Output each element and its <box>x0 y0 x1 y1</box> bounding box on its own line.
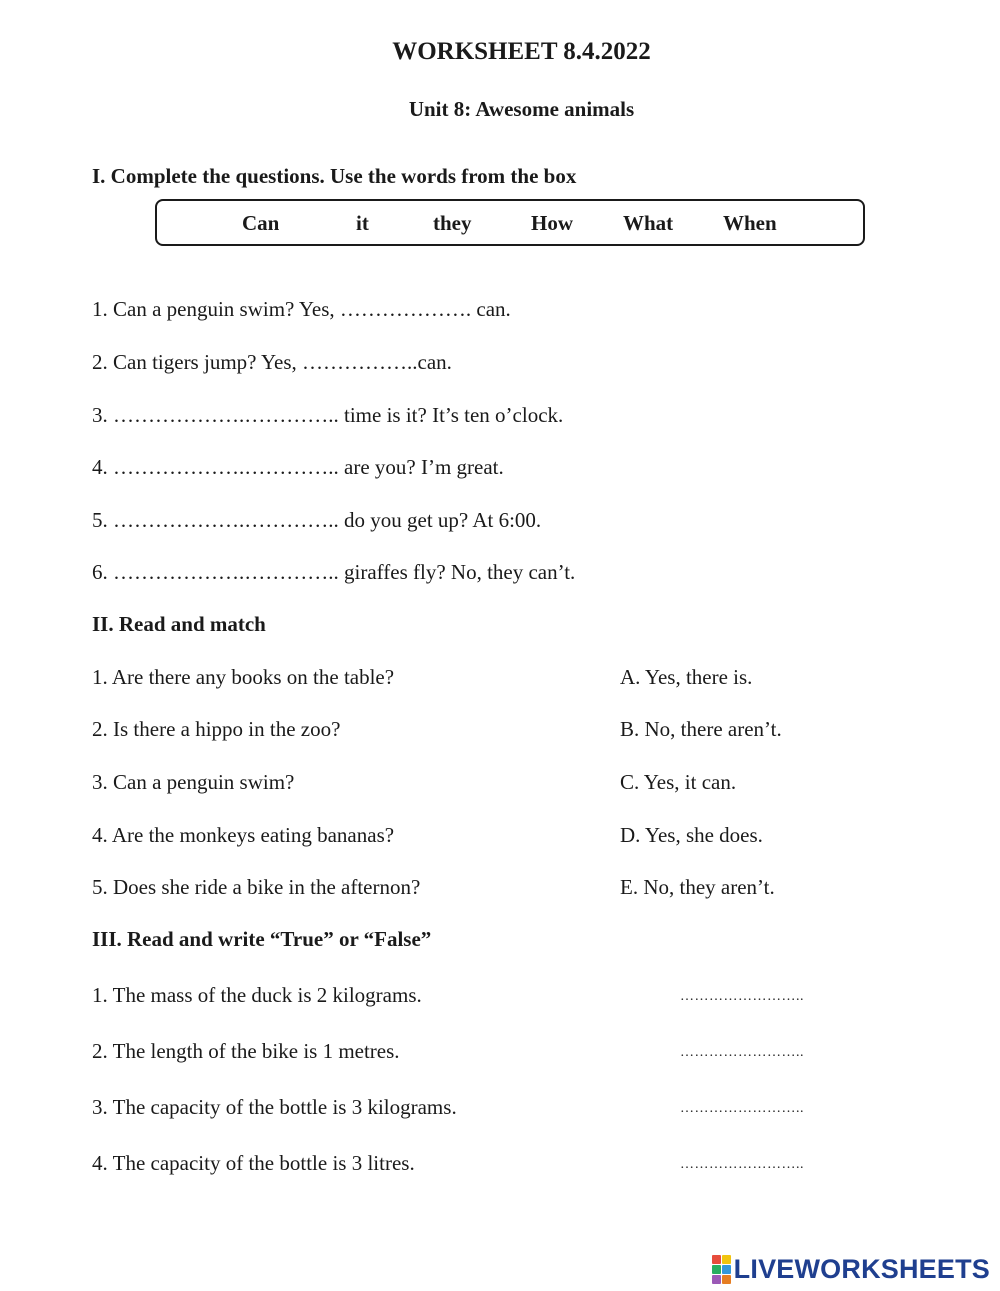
worksheet-title: WORKSHEET 8.4.2022 <box>392 38 651 65</box>
match-answer-c[interactable]: C. Yes, it can. <box>620 770 737 794</box>
box-word-what: What <box>623 211 674 235</box>
match-answer-a[interactable]: A. Yes, there is. <box>620 665 753 689</box>
true-false-blank-3[interactable]: …………………….. <box>680 1101 804 1116</box>
logo-square-1 <box>712 1255 721 1264</box>
box-word-they: they <box>433 211 472 235</box>
liveworksheets-logo <box>712 1252 990 1286</box>
box-word-it: it <box>356 211 369 235</box>
word-box <box>155 199 865 246</box>
liveworksheets-logo-text: LIVEWORKSHEETS <box>733 1253 990 1284</box>
logo-square-5 <box>712 1275 721 1284</box>
match-question-2[interactable]: 2. Is there a hippo in the zoo? <box>92 717 341 741</box>
completion-question-1[interactable]: 1. Can a penguin swim? Yes, ………………. can. <box>92 297 511 321</box>
match-question-1[interactable]: 1. Are there any books on the table? <box>92 665 395 689</box>
match-question-4[interactable]: 4. Are the monkeys eating bananas? <box>92 823 395 847</box>
match-answer-e[interactable]: E. No, they aren’t. <box>620 875 775 899</box>
true-false-statement-3: 3. The capacity of the bottle is 3 kilograms. <box>92 1095 457 1119</box>
match-answer-b[interactable]: B. No, there aren’t. <box>620 717 782 741</box>
logo-square-2 <box>722 1255 731 1264</box>
box-word-when: When <box>723 211 777 235</box>
completion-question-5[interactable]: 5. ……………….………….. do you get up? At 6:00. <box>92 508 542 532</box>
true-false-statement-1: 1. The mass of the duck is 2 kilograms. <box>92 983 422 1007</box>
box-word-how: How <box>531 211 573 235</box>
true-false-blank-4[interactable]: …………………….. <box>680 1157 804 1172</box>
true-false-statement-2: 2. The length of the bike is 1 metres. <box>92 1039 400 1063</box>
section-2-heading: II. Read and match <box>92 612 266 636</box>
match-question-3[interactable]: 3. Can a penguin swim? <box>92 770 295 794</box>
logo-square-3 <box>712 1265 721 1274</box>
completion-question-4[interactable]: 4. ……………….………….. are you? I’m great. <box>92 455 504 479</box>
logo-square-4 <box>722 1265 731 1274</box>
box-word-can: Can <box>242 211 280 235</box>
completion-question-2[interactable]: 2. Can tigers jump? Yes, ……………..can. <box>92 350 452 374</box>
section-1-heading: I. Complete the questions. Use the words from the box <box>92 164 577 188</box>
liveworksheets-logo-icon <box>712 1255 731 1284</box>
match-answer-d[interactable]: D. Yes, she does. <box>620 823 763 847</box>
true-false-blank-2[interactable]: …………………….. <box>680 1045 804 1060</box>
match-question-5[interactable]: 5. Does she ride a bike in the afternon? <box>92 875 421 899</box>
logo-square-6 <box>722 1275 731 1284</box>
completion-question-6[interactable]: 6. ……………….………….. giraffes fly? No, they can’t. <box>92 560 576 584</box>
true-false-statement-4: 4. The capacity of the bottle is 3 litres. <box>92 1151 415 1175</box>
unit-subtitle: Unit 8: Awesome animals <box>408 97 635 121</box>
completion-question-3[interactable]: 3. ……………….………….. time is it? It’s ten o’clock. <box>92 403 564 427</box>
section-3-heading: III. Read and write “True” or “False” <box>92 927 432 951</box>
true-false-blank-1[interactable]: …………………….. <box>680 989 804 1004</box>
